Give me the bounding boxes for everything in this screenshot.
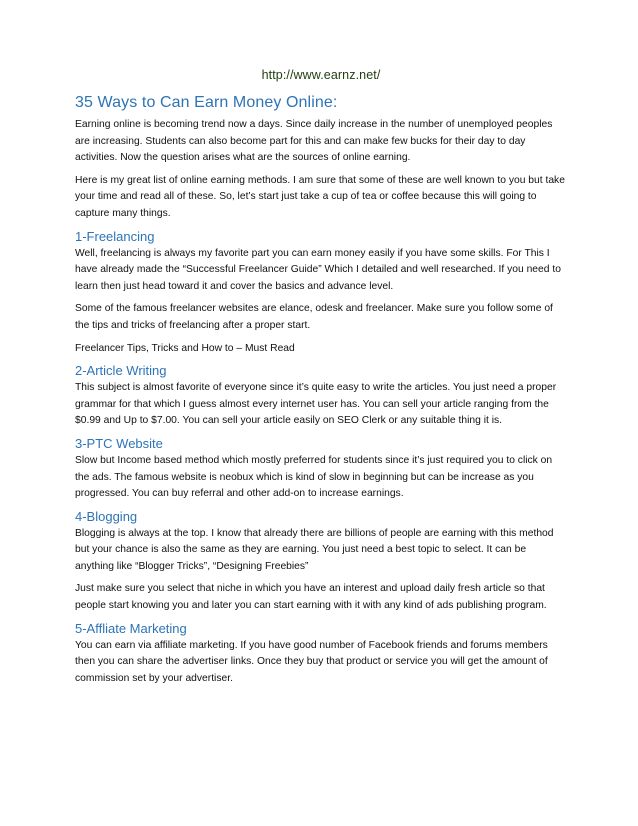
section-paragraph: Blogging is always at the top. I know that already there are billions of people are earning with this method but your chance is also the same as they are earning. You just need a best topic to select. It can be anything like “Blogger Tricks”, “Designing Freebies” bbox=[75, 527, 554, 572]
section-heading-article-writing: 2-Article Writing bbox=[75, 363, 167, 379]
section-paragraph: Slow but Income based method which mostly preferred for students since it’s just required you to click on the ads. The famous website is neobux which is kind of slow in beginning but can be increase as you progressed. You can buy referral and other add-on to increase earnings. bbox=[75, 454, 553, 500]
section-heading-freelancing: 1-Freelancing bbox=[75, 228, 155, 244]
section-paragraph: This subject is almost favorite of everyone since it’s quite easy to write the articles. You just need a proper grammar for that which I guess almost every internet user has. You can sell your article ranging from the $0.99 and Up to $7.00. You can sell your article easily on SEO Clerk or any suitable thing it is. bbox=[75, 382, 557, 427]
document-page bbox=[75, 68, 567, 693]
section-paragraph: Just make sure you select that niche in which you have an interest and upload daily fresh article so that people start knowing you and later you can start earning with it with any kind of ads publishing program. bbox=[75, 583, 547, 612]
page-title: 35 Ways to Can Earn Money Online: bbox=[75, 94, 338, 111]
intro-paragraph: Earning online is becoming trend now a days. Since daily increase in the number of unemployed peoples are increasing. Students can also become part for this and can make few bucks for their day to day activities. Now the question arises what are the sources of online earning. bbox=[75, 119, 553, 164]
section-heading-blogging: 4-Blogging bbox=[75, 508, 138, 524]
section-paragraph: You can earn via affiliate marketing. If you have good number of Facebook friends and forums members then you can share the advertiser links. Once they buy that product or service you will get the amount of commission set by your advertiser. bbox=[75, 639, 548, 684]
section-heading-affiliate-marketing: 5-Affliate Marketing bbox=[75, 620, 187, 636]
section-heading-ptc-website: 3-PTC Website bbox=[75, 435, 163, 451]
header-url[interactable]: http://www.earnz.net/ bbox=[261, 68, 381, 82]
section-paragraph: Well, freelancing is always my favorite part you can earn money easily if you have some skills. For This I have already made the “Successful Freelancer Guide” Which I detailed and well researched. If you need to learn then just head toward it and cover the basics and advance level. bbox=[75, 247, 561, 292]
section-paragraph: Freelancer Tips, Tricks and How to – Must Read bbox=[75, 342, 295, 354]
section-paragraph: Some of the famous freelancer websites are elance, odesk and freelancer. Make sure you follow some of the tips and tricks of freelancing after a proper start. bbox=[75, 303, 553, 331]
intro-paragraph: Here is my great list of online earning methods. I am sure that some of these are well known to you but take your time and read all of these. So, let’s start just take a cup of tea or coffee because this will going to capture many things. bbox=[75, 174, 565, 219]
